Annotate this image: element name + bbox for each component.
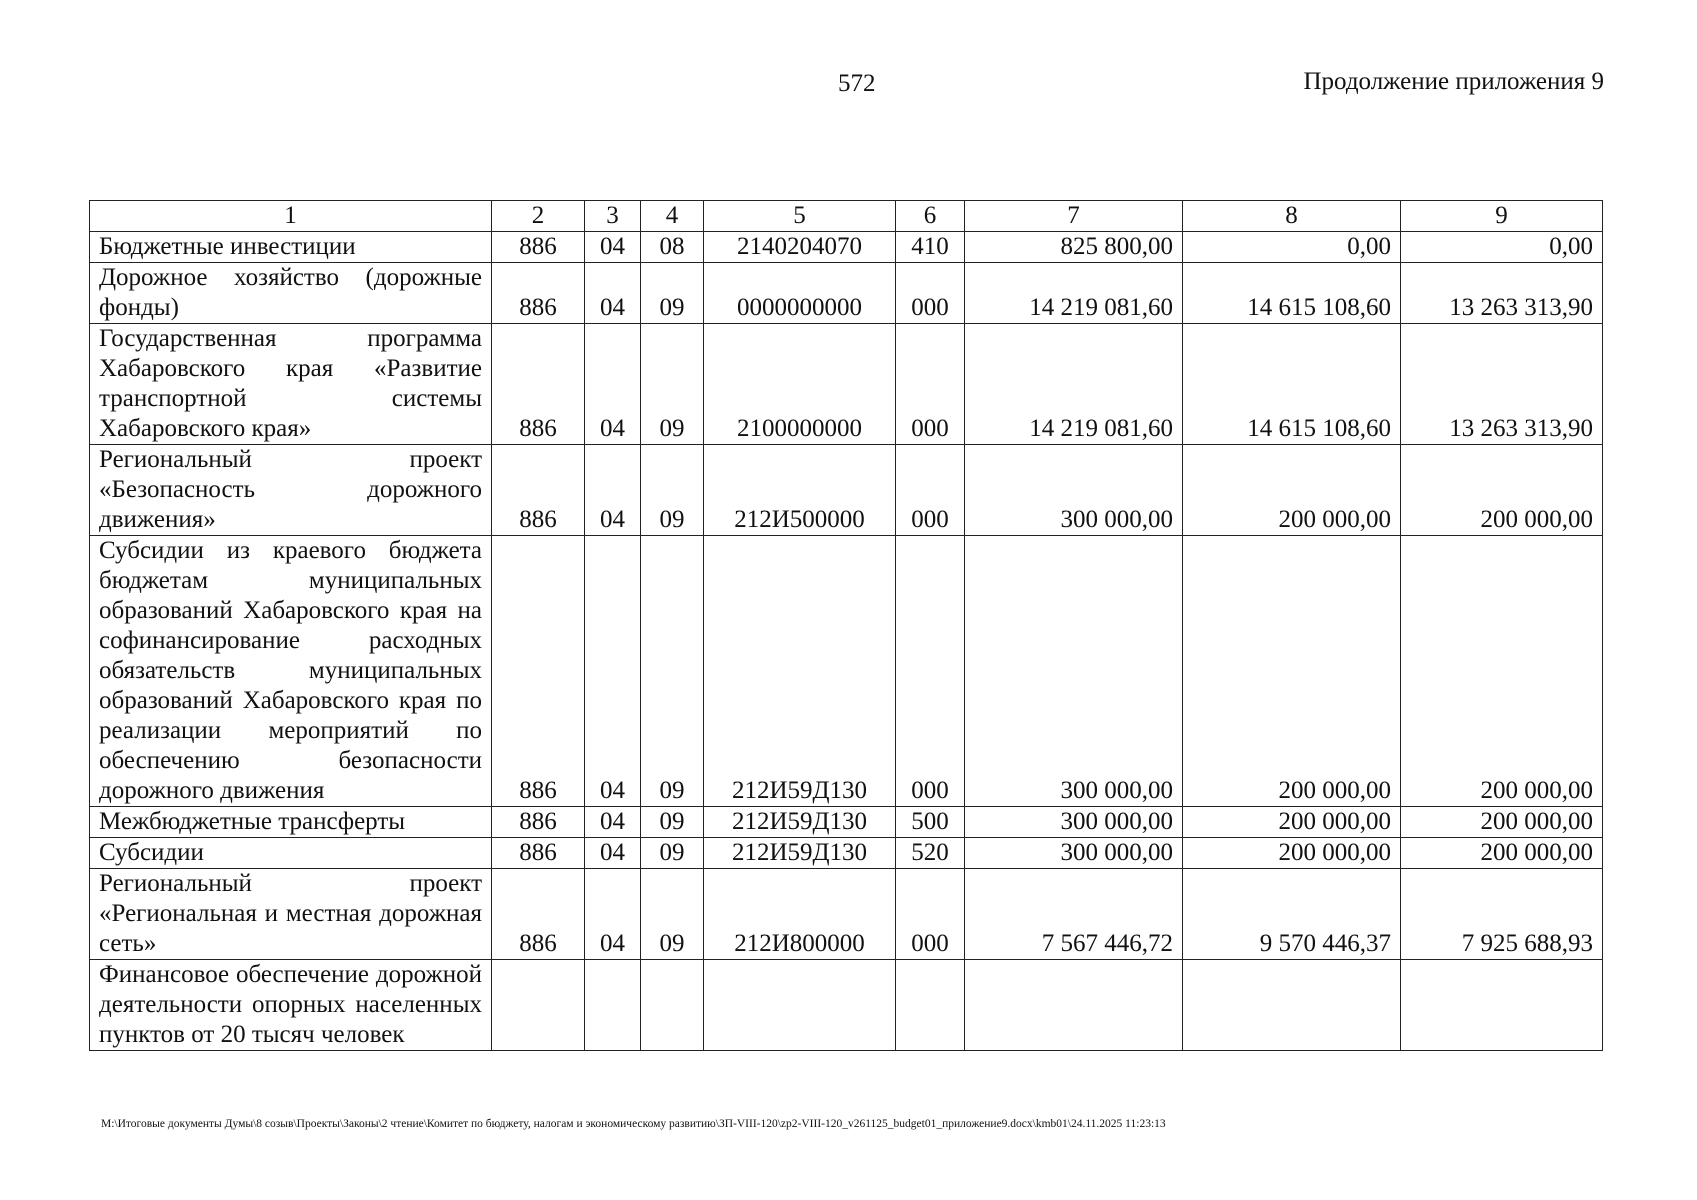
expense-type-code: 410 xyxy=(896,232,965,263)
table-row xyxy=(90,960,1603,1051)
section-code: 04 xyxy=(585,869,641,960)
target-article-code: 212И800000 xyxy=(704,869,896,960)
row-name: Субсидии из краевого бюджета бюджетам муниципальных образований Хабаровского края на софинансирование расходных обязательств муниципальных образований Хабаровского края по реализации мероприятий по обеспечению безопасности дорожного движения xyxy=(90,536,492,807)
subsection-code: 09 xyxy=(641,838,704,869)
ministry-code: 886 xyxy=(492,324,585,445)
table-row xyxy=(90,232,1603,263)
page-number: 572 xyxy=(838,70,876,97)
section-code: 04 xyxy=(585,838,641,869)
ministry-code: 886 xyxy=(492,807,585,838)
target-article-code: 2100000000 xyxy=(704,324,896,445)
amount-col7: 14 219 081,60 xyxy=(965,324,1183,445)
subsection-code: 09 xyxy=(641,324,704,445)
amount-col7: 825 800,00 xyxy=(965,232,1183,263)
section-code: 04 xyxy=(585,536,641,807)
row-name: Дорожное хозяйство (дорожные фонды) xyxy=(90,263,492,324)
target-article-code: 0000000000 xyxy=(704,263,896,324)
amount-col7 xyxy=(965,960,1183,1051)
section-code: 04 xyxy=(585,807,641,838)
section-code xyxy=(585,960,641,1051)
column-header: 1 xyxy=(90,201,492,232)
expense-type-code: 520 xyxy=(896,838,965,869)
section-code: 04 xyxy=(585,324,641,445)
target-article-code: 212И500000 xyxy=(704,445,896,536)
section-code: 04 xyxy=(585,445,641,536)
ministry-code xyxy=(492,960,585,1051)
amount-col8: 9 570 446,37 xyxy=(1183,869,1401,960)
budget-table xyxy=(89,200,1603,1051)
expense-type-code: 000 xyxy=(896,263,965,324)
target-article-code: 2140204070 xyxy=(704,232,896,263)
column-header: 6 xyxy=(896,201,965,232)
subsection-code: 09 xyxy=(641,536,704,807)
appendix-title: Продолжение приложения 9 xyxy=(1303,68,1604,95)
expense-type-code: 500 xyxy=(896,807,965,838)
row-name: Бюджетные инвестиции xyxy=(90,232,492,263)
table-header-row xyxy=(90,201,1603,232)
table-row xyxy=(90,536,1603,807)
subsection-code: 09 xyxy=(641,445,704,536)
column-header: 7 xyxy=(965,201,1183,232)
expense-type-code xyxy=(896,960,965,1051)
amount-col9: 200 000,00 xyxy=(1401,838,1603,869)
column-header: 4 xyxy=(641,201,704,232)
amount-col7: 300 000,00 xyxy=(965,838,1183,869)
amount-col9: 200 000,00 xyxy=(1401,445,1603,536)
column-header: 2 xyxy=(492,201,585,232)
amount-col9: 13 263 313,90 xyxy=(1401,263,1603,324)
amount-col9 xyxy=(1401,960,1603,1051)
target-article-code: 212И59Д130 xyxy=(704,807,896,838)
amount-col8: 200 000,00 xyxy=(1183,445,1401,536)
amount-col9: 0,00 xyxy=(1401,232,1603,263)
row-name: Региональный проект «Безопасность дорожного движения» xyxy=(90,445,492,536)
table-row xyxy=(90,324,1603,445)
column-header: 3 xyxy=(585,201,641,232)
amount-col8: 200 000,00 xyxy=(1183,807,1401,838)
table-row xyxy=(90,869,1603,960)
expense-type-code: 000 xyxy=(896,445,965,536)
amount-col7: 14 219 081,60 xyxy=(965,263,1183,324)
expense-type-code: 000 xyxy=(896,536,965,807)
amount-col8: 14 615 108,60 xyxy=(1183,324,1401,445)
amount-col7: 300 000,00 xyxy=(965,536,1183,807)
column-header: 5 xyxy=(704,201,896,232)
subsection-code xyxy=(641,960,704,1051)
row-name: Государственная программа Хабаровского края «Развитие транспортной системы Хабаровского края» xyxy=(90,324,492,445)
column-header: 9 xyxy=(1401,201,1603,232)
amount-col7: 7 567 446,72 xyxy=(965,869,1183,960)
ministry-code: 886 xyxy=(492,838,585,869)
row-name: Субсидии xyxy=(90,838,492,869)
subsection-code: 08 xyxy=(641,232,704,263)
section-code: 04 xyxy=(585,263,641,324)
amount-col8: 14 615 108,60 xyxy=(1183,263,1401,324)
table-row xyxy=(90,263,1603,324)
row-name: Межбюджетные трансферты xyxy=(90,807,492,838)
target-article-code xyxy=(704,960,896,1051)
ministry-code: 886 xyxy=(492,232,585,263)
amount-col8: 0,00 xyxy=(1183,232,1401,263)
target-article-code: 212И59Д130 xyxy=(704,536,896,807)
ministry-code: 886 xyxy=(492,445,585,536)
amount-col8: 200 000,00 xyxy=(1183,536,1401,807)
amount-col7: 300 000,00 xyxy=(965,807,1183,838)
amount-col9: 200 000,00 xyxy=(1401,536,1603,807)
ministry-code: 886 xyxy=(492,536,585,807)
expense-type-code: 000 xyxy=(896,869,965,960)
ministry-code: 886 xyxy=(492,263,585,324)
table-row xyxy=(90,838,1603,869)
ministry-code: 886 xyxy=(492,869,585,960)
target-article-code: 212И59Д130 xyxy=(704,838,896,869)
table-row xyxy=(90,807,1603,838)
amount-col8: 200 000,00 xyxy=(1183,838,1401,869)
subsection-code: 09 xyxy=(641,263,704,324)
subsection-code: 09 xyxy=(641,807,704,838)
column-header: 8 xyxy=(1183,201,1401,232)
footer-file-path: M:\Итоговые документы Думы\8 созыв\Проекты\Законы\2 чтение\Комитет по бюджету, налогам и экономическому развитию\ЗП-VIII-120\zp2-VIII-120_v261125_budget01_приложение9.docx\kmb01\24.11.2025 11:23:13 xyxy=(101,1118,1166,1130)
amount-col8 xyxy=(1183,960,1401,1051)
amount-col7: 300 000,00 xyxy=(965,445,1183,536)
section-code: 04 xyxy=(585,232,641,263)
expense-type-code: 000 xyxy=(896,324,965,445)
amount-col9: 13 263 313,90 xyxy=(1401,324,1603,445)
table-row xyxy=(90,445,1603,536)
amount-col9: 200 000,00 xyxy=(1401,807,1603,838)
subsection-code: 09 xyxy=(641,869,704,960)
row-name: Финансовое обеспечение дорожной деятельности опорных населенных пунктов от 20 тысяч человек xyxy=(90,960,492,1051)
row-name: Региональный проект «Региональная и местная дорожная сеть» xyxy=(90,869,492,960)
amount-col9: 7 925 688,93 xyxy=(1401,869,1603,960)
